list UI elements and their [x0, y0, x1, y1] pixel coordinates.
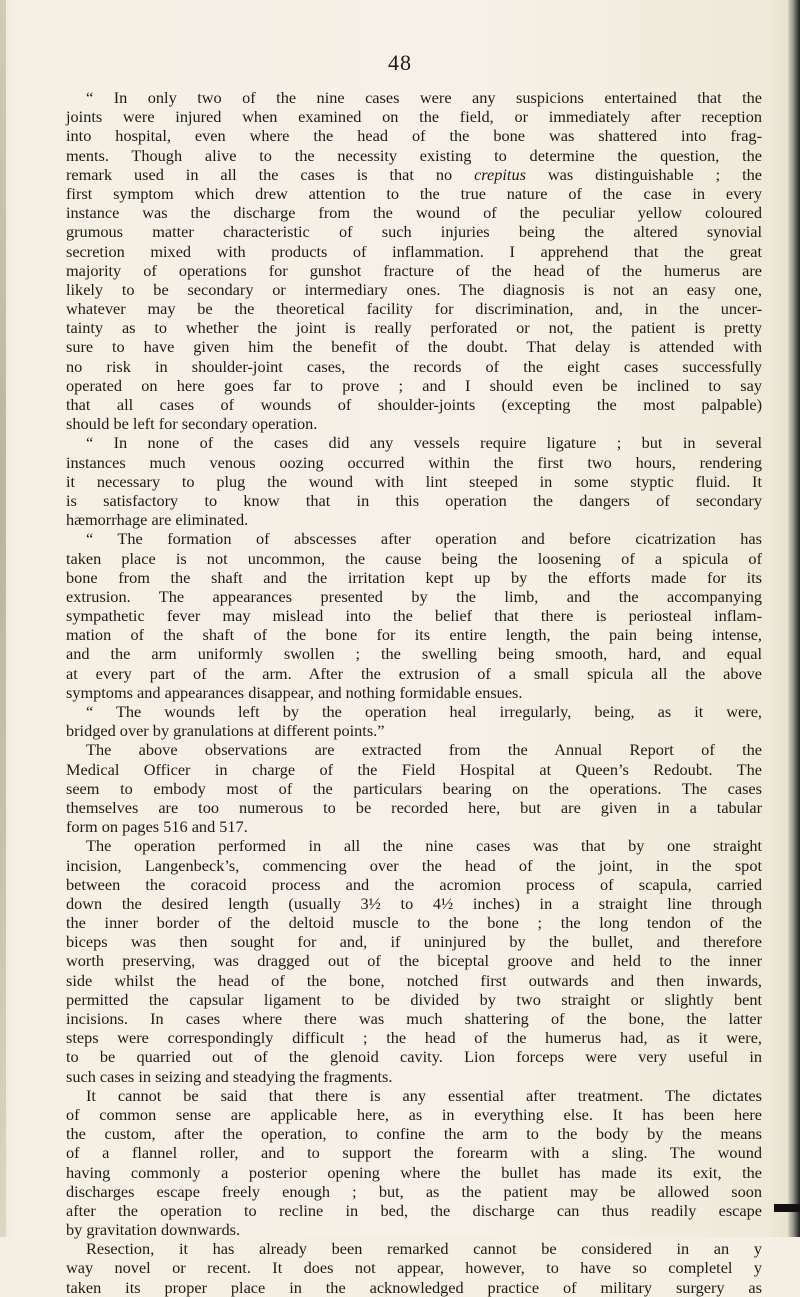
text-line: mation of the shaft of the bone for its entire length, the pain being intense, [66, 625, 762, 645]
binding-gutter [0, 0, 6, 1237]
text-line: instances much venous oozing occurred within the first two hours, rendering [66, 452, 762, 472]
text-line: sure to have given him the benefit of the doubt. That delay is attended with [66, 337, 762, 357]
text-line: way novel or recent. It does not appear, however, to have so completel y [66, 1258, 762, 1278]
text-line: biceps was then sought for and, if uninjured by the bullet, and therefore [66, 932, 762, 952]
text-line: first symptom which drew attention to the true nature of the case in every [66, 183, 762, 203]
text-line: majority of operations for gunshot fracture of the head of the humerus are [66, 260, 762, 280]
page-edge-shadow [788, 0, 800, 1237]
text-line: down the desired length (usually 3½ to 4½ inches) in a straight line through [66, 893, 762, 913]
text-line: “ In only two of the nine cases were any suspicions entertained that the [86, 88, 762, 107]
text-line: the inner border of the deltoid muscle to the bone ; the long tendon of the [66, 913, 762, 933]
text-line: “ The formation of abscesses after operation and before cicatrization has [86, 529, 762, 549]
text-line: “ In none of the cases did any vessels require ligature ; but in several [86, 433, 762, 453]
italic-term: crepitus [474, 164, 526, 184]
text-line: likely to be secondary or intermediary ones. The diagnosis is not an easy one, [66, 279, 762, 299]
text-line: ments. Though alive to the necessity existing to determine the question, the [66, 145, 762, 165]
text-line: of a flannel roller, and to support the forearm with a sling. The wound [66, 1143, 762, 1163]
text-line: it necessary to plug the wound with lint steeped in some styptic fluid. It [66, 471, 762, 491]
text-line: after the operation to recline in bed, the discharge can thus readily escape [66, 1200, 762, 1220]
text-line: taken its proper place in the acknowledged practice of military surgery as [66, 1277, 762, 1297]
text-line: by gravitation downwards. [66, 1220, 241, 1240]
text-line: Resection, it has already been remarked cannot be considered in an y [86, 1239, 762, 1259]
text-line: worth preserving, was dragged out of the biceptal groove and held to the inner [66, 951, 762, 971]
text-line: joints were injured when examined on the field, or immediately after reception [66, 107, 762, 127]
text-line: bone from the shaft and the irritation kept up by the efforts made for its [66, 567, 762, 587]
text-line: and the arm uniformly swollen ; the swelling being smooth, hard, and equal [66, 644, 762, 664]
text-line: that all cases of wounds of shoulder-joints (excepting the most palpable) [66, 395, 762, 414]
text-line: operated on here goes far to prove ; and I should even be inclined to say [66, 375, 762, 395]
text-line: should be left for secondary operation. [66, 414, 318, 434]
text-line: sympathetic fever may mislead into the belief that there is periosteal inflam- [66, 606, 762, 626]
text-line: The operation performed in all the nine cases was that by one straight [86, 836, 762, 856]
text-line: “ The wounds left by the operation heal irregularly, being, as it were, [86, 702, 762, 721]
text-line: taken place is not uncommon, the cause being the loosening of a spicula of [66, 548, 762, 568]
text-line: themselves are too numerous to be recorded here, but are given in a tabular [66, 797, 762, 817]
text-line: side whilst the head of the bone, notched first outwards and then inwards, [66, 970, 762, 990]
body-text [66, 88, 762, 1297]
text-line: discharges escape freely enough ; but, as the patient may be allowed soon [66, 1181, 762, 1201]
text-line: to be quarried out of the glenoid cavity. Lion forceps were very useful in [66, 1047, 762, 1067]
text-line: seem to embody most of the particulars bearing on the operations. The cases [66, 778, 762, 798]
page-number: 48 [388, 50, 412, 75]
text-line: bridged over by granulations at different points.” [66, 721, 385, 741]
text-line: The above observations are extracted from the Annual Report of the [86, 740, 762, 760]
text-line: whatever may be the theoretical facility for discrimination, and, in the uncer- [66, 299, 762, 319]
text-line: between the coracoid process and the acromion process of scapula, carried [66, 874, 762, 894]
text-line: is satisfactory to know that in this operation the dangers of secondary [66, 490, 762, 510]
text-line: tainty as to whether the joint is really perforated or not, the patient is pretty [66, 318, 762, 338]
text-line: symptoms and appearances disappear, and nothing formidable ensues. [66, 682, 523, 702]
text-line: Medical Officer in charge of the Field Hospital at Queen’s Redoubt. The [66, 759, 762, 779]
text-line: extrusion. The appearances presented by the limb, and the accompanying [66, 586, 762, 606]
text-line: permitted the capsular ligament to be divided by two straight or slightly bent [66, 989, 762, 1009]
text-line: grumous matter characteristic of such injuries being the altered synovial [66, 222, 762, 242]
text-line: having commonly a posterior opening where the bullet has made its exit, the [66, 1162, 762, 1182]
text-line: steps were correspondingly difficult ; the head of the humerus had, as it were, [66, 1028, 762, 1048]
edge-mark [774, 1204, 800, 1212]
text-line: such cases in seizing and steadying the fragments. [66, 1066, 393, 1086]
text-line: hæmorrhage are eliminated. [66, 510, 249, 530]
text-line: It cannot be said that there is any essential after treatment. The dictates [86, 1085, 762, 1105]
text-line: at every part of the arm. After the extrusion of a small spicula all the above [66, 663, 762, 683]
text-line: of common sense are applicable here, as in everything else. It has been here [66, 1104, 762, 1124]
text-line: into hospital, even where the head of the bone was shattered into frag- [66, 126, 762, 146]
text-line: secretion mixed with products of inflammation. I apprehend that the great [66, 241, 762, 261]
text-line: no risk in shoulder-joint cases, the records of the eight cases successfully [66, 356, 762, 376]
text-line: form on pages 516 and 517. [66, 817, 248, 837]
text-line: incisions. In cases where there was much shattering of the bone, the latter [66, 1009, 762, 1028]
text-line: the custom, after the operation, to confine the arm to the body by the means [66, 1124, 762, 1144]
text-line: incision, Langenbeck’s, commencing over the head of the joint, in the spot [66, 855, 762, 875]
text-line: instance was the discharge from the wound of the peculiar yellow coloured [66, 203, 762, 223]
text-line: remark used in all the cases is that no crepitus was distinguishable ; the [66, 164, 762, 184]
